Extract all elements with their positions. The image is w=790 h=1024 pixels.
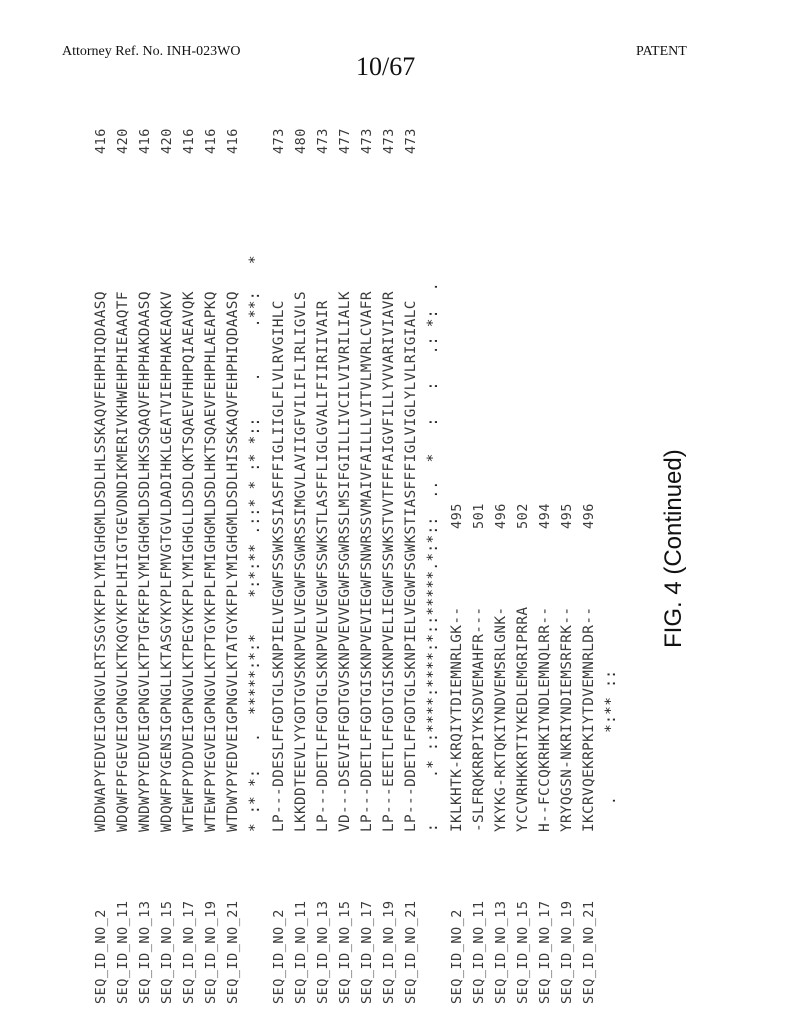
- sequence-residues: IKLKHTK-KRQIYTDIEMNRLGK--: [449, 606, 465, 832]
- sequence-residues: LKKDDTEEVLYYGDTGVSKNPVELVEGWFSGWRSSIMGVLAVIIGFVILIFLIRLIGVLS: [293, 291, 309, 832]
- alignment-row: [156, 84, 178, 1004]
- sequence-id-label: SEQ_ID_NO_11: [293, 900, 309, 1004]
- sequence-residues: WNDWYPYEDVEIGPNGVLKTPTGFKFPLYMIGHGMLDSDLHKSSQAQVFEHPHAKDAASQ: [137, 291, 153, 832]
- sequence-residues: LP---DDETLFFGDTGISKNPVEVIEGWFSNWRSSVMAIVFAILLLVITVLMVRLCVAFR: [359, 291, 375, 832]
- residue-position: 416: [137, 128, 153, 154]
- residue-position: 495: [559, 503, 575, 529]
- alignment-row: [578, 84, 600, 1004]
- residue-position: 420: [159, 128, 175, 154]
- residue-position: 502: [515, 503, 531, 529]
- alignment-row: [90, 84, 112, 1004]
- sequence-residues: H--FCCQKRHKIYNDLEMNQLRR--: [537, 606, 553, 832]
- sequence-id-label: SEQ_ID_NO_2: [271, 909, 287, 1004]
- alignment-row: [400, 84, 422, 1004]
- sequence-residues: -SLFRQKRRPIYKSDVEMAHFR---: [471, 606, 487, 832]
- residue-position: 416: [203, 128, 219, 154]
- alignment-row: [512, 84, 534, 1004]
- alignment-row: [222, 84, 244, 1004]
- sequence-id-label: SEQ_ID_NO_2: [93, 909, 109, 1004]
- sequence-id-label: SEQ_ID_NO_13: [493, 900, 509, 1004]
- sequence-id-label: SEQ_ID_NO_21: [581, 900, 597, 1004]
- alignment-row: [334, 84, 356, 1004]
- residue-position: 416: [181, 128, 197, 154]
- sequence-id-label: SEQ_ID_NO_15: [159, 900, 175, 1004]
- alignment-row: [112, 84, 134, 1004]
- sequence-id-label: SEQ_ID_NO_17: [537, 900, 553, 1004]
- residue-position: 420: [115, 128, 131, 154]
- alignment-row: [178, 84, 200, 1004]
- alignment-row: [446, 84, 468, 1004]
- alignment-row: [378, 84, 400, 1004]
- alignment-row: [356, 84, 378, 1004]
- residue-position: 473: [315, 128, 331, 154]
- sequence-residues: YKYKG-RKTQKIYNDVEMSRLGNK-: [493, 606, 509, 832]
- sequence-residues: LP---DDESLFFGDTGLSKNPIELVEGWFSSWKSSIASFFFIGLIIGLFLVLRVGIHLC: [271, 300, 287, 832]
- sequence-residues: WDQWFPYGENSIGPNGLLKTASGYKYPLFMVGTGVLDADIHKLGEATVIEHPHAKEAQKV: [159, 291, 175, 832]
- alignment-row: [468, 84, 490, 1004]
- residue-position: 496: [493, 503, 509, 529]
- page-number: 10/67: [356, 52, 416, 81]
- residue-position: 496: [581, 503, 597, 529]
- attorney-ref: Attorney Ref. No. INH-023WO: [62, 44, 241, 59]
- residue-position: 473: [359, 128, 375, 154]
- sequence-residues: YCCVRHKKRTIYKEDLEMGRIPRRA: [515, 606, 531, 832]
- alignment-row: [534, 84, 556, 1004]
- sequence-id-label: SEQ_ID_NO_19: [203, 900, 219, 1004]
- residue-position: 473: [381, 128, 397, 154]
- sequence-id-label: SEQ_ID_NO_21: [403, 900, 419, 1004]
- sequence-id-label: SEQ_ID_NO_19: [559, 900, 575, 1004]
- sequence-id-label: SEQ_ID_NO_15: [515, 900, 531, 1004]
- residue-position: 416: [225, 128, 241, 154]
- sequence-id-label: SEQ_ID_NO_17: [181, 900, 197, 1004]
- alignment-row: [556, 84, 578, 1004]
- residue-position: 473: [271, 128, 287, 154]
- residue-position: 494: [537, 503, 553, 529]
- alignment-row: [200, 84, 222, 1004]
- alignment-row: [268, 84, 290, 1004]
- sequence-id-label: SEQ_ID_NO_13: [137, 900, 153, 1004]
- sequence-alignment: [80, 84, 700, 1004]
- consensus-line: . *:** ::: [603, 669, 619, 832]
- sequence-id-label: SEQ_ID_NO_15: [337, 900, 353, 1004]
- sequence-id-label: SEQ_ID_NO_21: [225, 900, 241, 1004]
- sequence-id-label: SEQ_ID_NO_11: [471, 900, 487, 1004]
- sequence-id-label: SEQ_ID_NO_17: [359, 900, 375, 1004]
- sequence-residues: WTEWFPYDDVEIGPNGVLKTPEGYKFPLYMIGHGLLDSDLQKTSQAEVFHHPQIAEAVQK: [181, 291, 197, 832]
- residue-position: 480: [293, 128, 309, 154]
- patent-label: PATENT: [636, 44, 687, 59]
- alignment-row: [490, 84, 512, 1004]
- consensus-line: * :* *: . *****:*:* *:*:** .::* * :* *:: . .**: *: [247, 255, 263, 832]
- sequence-residues: WTEWFPYEGVEIGPNGVLKTPTGYKFPLFMIGHGMLDSDLHKTSQAEVFEHPHLAEAPKQ: [203, 291, 219, 832]
- residue-position: 477: [337, 128, 353, 154]
- sequence-id-label: SEQ_ID_NO_19: [381, 900, 397, 1004]
- alignment-row: [312, 84, 334, 1004]
- residue-position: 501: [471, 503, 487, 529]
- figure-caption: FIG. 4 (Continued): [660, 449, 687, 648]
- sequence-id-label: SEQ_ID_NO_13: [315, 900, 331, 1004]
- sequence-id-label: SEQ_ID_NO_2: [449, 909, 465, 1004]
- sequence-residues: WDDWAPYEDVEIGPNGVLRTSSGYKFPLYMIGHGMLDSDLHLSSKAQVFEHPHIQDAASQ: [93, 291, 109, 832]
- sequence-residues: VD---DSEVIFFGDTGVSKNPVEVVEGWFSGWRSSLMSIFGIILLIVCILVIVRILIALK: [337, 291, 353, 832]
- sequence-residues: IKCRVQEKRPKIYTDVEMNRLDR--: [581, 606, 597, 832]
- sequence-residues: WDQWFPFGEVEIGPNGVLKTKQGYKFPLHIIGTGEVDNDIKMERIVKHWEHPHIEAAQTF: [115, 291, 131, 832]
- residue-position: 473: [403, 128, 419, 154]
- residue-position: 495: [449, 503, 465, 529]
- sequence-residues: LP---EEETLFFGDTGISKNPVELIEGWFSSWKSTVVTFFFAIGVFILLYVVARIVIAVR: [381, 291, 397, 832]
- sequence-residues: WTDWYPYEDVEIGPNGVLKTATGYKFPLYMIGHGMLDSDLHISSKAQVFEHPHIQDAASQ: [225, 291, 241, 832]
- alignment-row: [290, 84, 312, 1004]
- residue-position: 416: [93, 128, 109, 154]
- sequence-id-label: SEQ_ID_NO_11: [115, 900, 131, 1004]
- consensus-line: : .* ::****:****:*::*****.*:*:: .. * : : .: *: .: [425, 282, 441, 832]
- sequence-residues: LP---DDETLFFGDTGLSKNPVELVEGWFSSWKSTLASFFLIGLGVALIFIIRIIVAIR: [315, 300, 331, 832]
- sequence-residues: LP---DDETLFFGDTGLSKNPIELVEGWFSGWKSTIASFFFIGLVIGLYLVLRIGIALC: [403, 300, 419, 832]
- sequence-residues: YRYQGSN-NKRIYNDIEMSRFRK--: [559, 606, 575, 832]
- alignment-row: [134, 84, 156, 1004]
